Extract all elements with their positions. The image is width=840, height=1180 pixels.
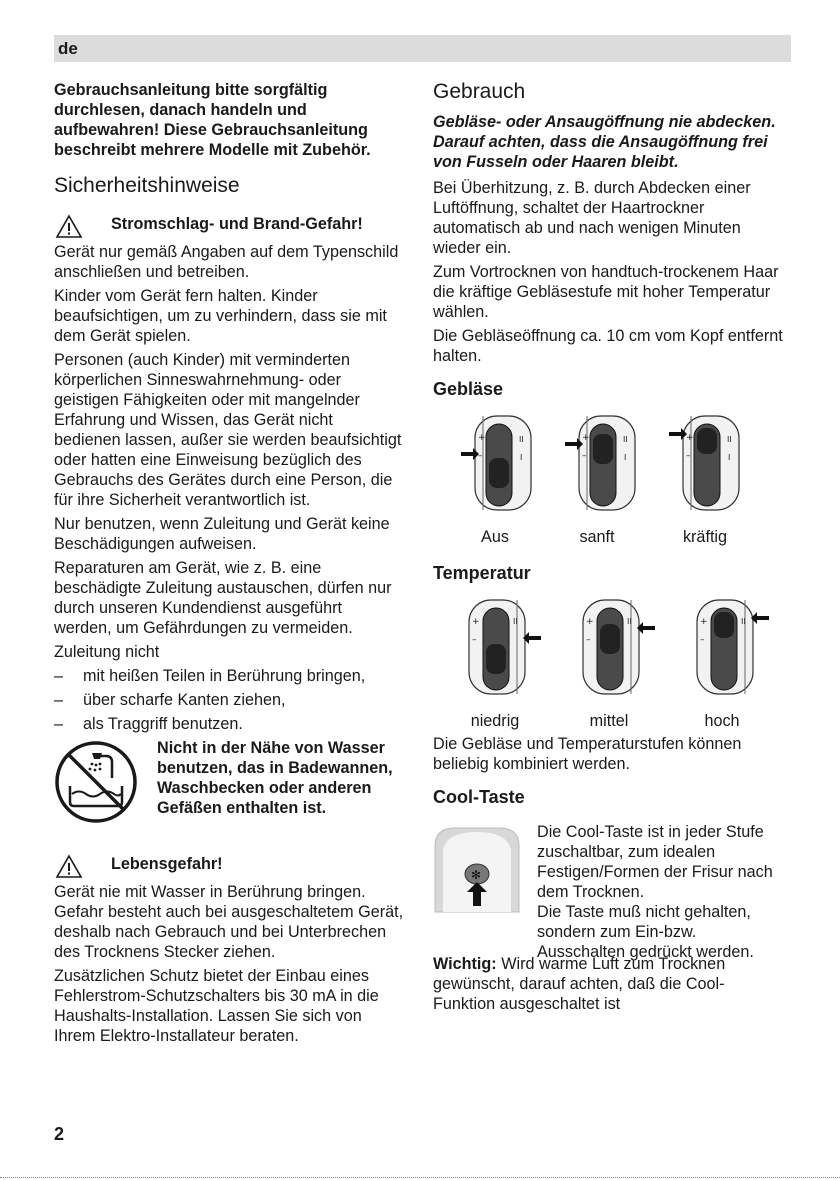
combine-text: Die Gebläse und Temperaturstufen können beliebig kombiniert werden.: [433, 735, 742, 773]
svg-text:+: +: [582, 433, 590, 443]
cool-text-1: Die Cool-Taste ist in jeder Stufe zuschaltbar, zum idealen Festigen/Formen der Frisur nach dem Trocknen.: [537, 823, 773, 901]
cool-button-illustration: [433, 826, 521, 916]
temperature-title: Temperatur: [433, 563, 531, 583]
svg-text:+: +: [686, 433, 694, 443]
paragraph: Zuleitung nicht: [54, 643, 160, 661]
no-water-icon: [54, 740, 138, 824]
list-item: – mit heißen Teilen in Berührung bringen,: [54, 666, 404, 686]
safety-title: Sicherheitshinweise: [54, 174, 240, 197]
switch-strong-illustration: [667, 414, 743, 512]
svg-text:II: II: [519, 435, 524, 444]
water-warning-text: Nicht in der Nähe von Wasser benutzen, das in Badewannen, Waschbecken oder anderen Gefäßen enthalten ist.: [157, 739, 393, 817]
paragraph: Bei Überhitzung, z. B. durch Abdecken einer Luftöffnung, schaltet der Haartrockner automatisch ab und nach wenigen Minuten wieder ein.: [433, 179, 751, 257]
warning-danger-label: Lebensgefahr!: [111, 855, 223, 873]
temp-medium-illustration: [581, 598, 657, 696]
paragraph: Zusätzlichen Schutz bietet der Einbau eines Fehlerstrom-Schutzschalters bis 30 mA in die Haushalts-Installation. Lassen Sie sich von Ihrem Elektro-Installateur beraten.: [54, 967, 379, 1045]
use-warning: Gebläse- oder Ansaugöffnung nie abdecken. Darauf achten, dass die Ansaugöffnung frei von Fusseln oder Haaren bleibt.: [433, 113, 776, 171]
temp-low-illustration: [467, 598, 543, 696]
left-column: [54, 80, 404, 1050]
svg-text:II: II: [513, 617, 518, 626]
important-text: Wird warme Luft zum Trocknen gewünscht, darauf achten, daß die Cool-Funktion ausgeschaltet ist: [433, 955, 726, 1013]
cool-title: Cool-Taste: [433, 787, 525, 807]
svg-text:–: –: [472, 635, 477, 645]
caption-off: Aus: [481, 528, 509, 546]
svg-text:II: II: [727, 435, 732, 444]
list-item: – als Traggriff benutzen.: [54, 714, 404, 734]
paragraph: Zum Vortrocknen von handtuch-trockenem Haar die kräftige Gebläsestufe mit hoher Temperatur wählen.: [433, 263, 779, 321]
caption-medium: mittel: [589, 712, 629, 730]
page-number: 2: [54, 1124, 65, 1144]
svg-text:–: –: [582, 451, 587, 461]
svg-text:+: +: [586, 617, 594, 627]
paragraph: Nur benutzen, wenn Zuleitung und Gerät keine Beschädigungen aufweisen.: [54, 515, 390, 553]
caption-low: niedrig: [470, 712, 520, 730]
paragraph: Kinder vom Gerät fern halten. Kinder beaufsichtigen, um zu verhindern, dass sie mit dem Gerät spielen.: [54, 287, 387, 345]
paragraph: Gerät nie mit Wasser in Berührung bringen. Gefahr besteht auch bei ausgeschaltetem Gerät, deshalb nach Gebrauch und bei Unterbrechen des Trocknens Stecker ziehen.: [54, 883, 404, 961]
blower-figures: [433, 414, 783, 528]
svg-text:I: I: [520, 453, 523, 462]
paragraph: Personen (auch Kinder) mit verminderten körperlichen Sinneswahrnehmung- oder geistigen Fähigkeiten oder mit mangelnder Erfahrung und Wissen, das Gerät nicht bedienen lassen, außer sie werden beaufsichtigt oder hatten eine Einweisung bezüglich des Gebrauchs des Gerätes durch eine Person, die für ihre Sicherheit verantwortlich ist.: [54, 351, 402, 509]
warning-triangle-icon: [55, 214, 83, 239]
right-column: [433, 80, 783, 1018]
paragraph: Die Gebläseöffnung ca. 10 cm vom Kopf entfernt halten.: [433, 327, 783, 365]
svg-text:–: –: [478, 451, 483, 461]
svg-text:+: +: [700, 617, 708, 627]
caption-gentle: sanft: [579, 528, 615, 546]
blower-title: Gebläse: [433, 379, 504, 399]
paragraph: Reparaturen am Gerät, wie z. B. eine beschädigte Zuleitung austauschen, dürfen nur durch unseren Kundendienst ausgeführt werden, um Gefährdungen zu vermeiden.: [54, 559, 392, 637]
warning-danger: [54, 854, 404, 880]
intro-text: Gebrauchsanleitung bitte sorgfältig durchlesen, danach handeln und aufbewahren! Diese Gebrauchsanleitung beschreibt mehrere Modelle mit Zubehör.: [54, 81, 371, 159]
warning-electric: [54, 214, 404, 240]
warning-electric-label: Stromschlag- und Brand-Gefahr!: [111, 215, 363, 233]
svg-text:–: –: [586, 635, 591, 645]
water-warning: [54, 738, 404, 842]
caption-high: hoch: [704, 712, 740, 730]
svg-text:II: II: [623, 435, 628, 444]
svg-text:✻: ✻: [471, 868, 482, 882]
list-item: – über scharfe Kanten ziehen,: [54, 690, 404, 710]
switch-gentle-illustration: [563, 414, 639, 512]
svg-text:–: –: [700, 635, 705, 645]
caption-strong: kräftig: [682, 528, 728, 546]
svg-text:I: I: [728, 453, 731, 462]
important-label: Wichtig:: [433, 955, 497, 973]
page-border: [0, 1177, 840, 1178]
cool-section: [433, 822, 783, 962]
cool-text-2: Die Taste muß nicht gehalten, sondern zum Ein-bzw. Ausschalten gedrückt werden.: [537, 903, 754, 961]
svg-text:II: II: [741, 617, 746, 626]
language-label: de: [58, 39, 78, 58]
svg-text:+: +: [472, 617, 480, 627]
svg-text:–: –: [686, 451, 691, 461]
blower-captions: [433, 528, 783, 550]
temperature-captions: [433, 712, 783, 734]
switch-off-illustration: [459, 414, 535, 512]
paragraph: Gerät nur gemäß Angaben auf dem Typenschild anschließen und betreiben.: [54, 243, 399, 281]
warning-triangle-icon: [55, 854, 83, 879]
svg-text:+: +: [478, 433, 486, 443]
use-title: Gebrauch: [433, 80, 526, 103]
temp-high-illustration: [695, 598, 771, 696]
language-bar: [54, 35, 791, 62]
svg-text:I: I: [624, 453, 627, 462]
temperature-figures: [433, 598, 783, 712]
cord-list: [54, 666, 404, 734]
svg-text:II: II: [627, 617, 632, 626]
